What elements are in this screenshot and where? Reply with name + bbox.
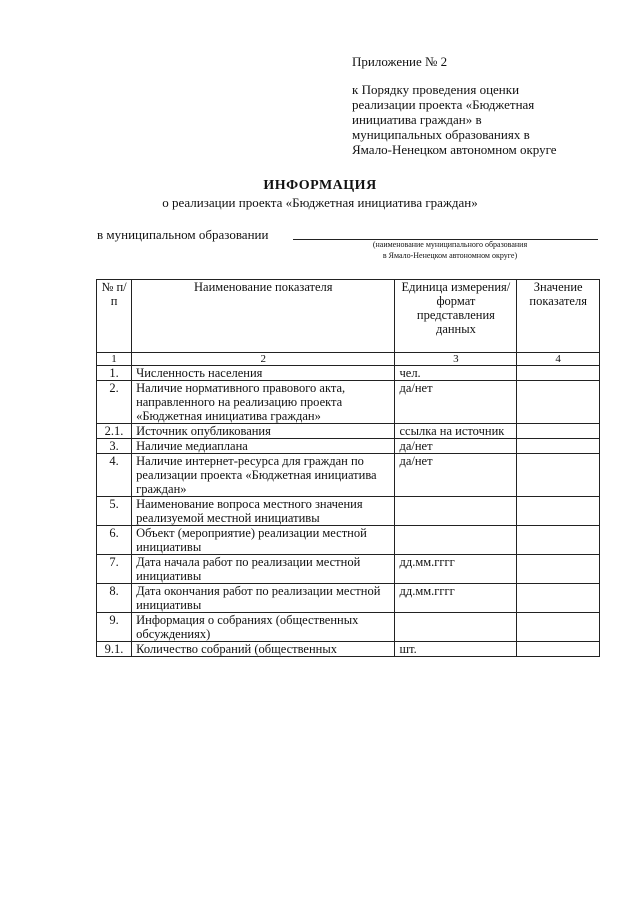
table-row [97, 381, 600, 424]
row-value [517, 526, 600, 555]
appendix-line: Ямало-Ненецком автономном округе [352, 142, 557, 157]
column-number: 1 [97, 353, 132, 366]
municipality-label: в муниципальном образовании [97, 227, 269, 242]
column-number: 2 [132, 353, 395, 366]
row-value [517, 642, 600, 657]
column-number: 4 [517, 353, 600, 366]
header-indicator: Наименование показателя [132, 280, 395, 353]
row-unit: да/нет [395, 381, 517, 424]
row-unit: дд.мм.гггг [395, 584, 517, 613]
row-number: 7. [97, 555, 132, 584]
table-row [97, 642, 600, 657]
row-number: 8. [97, 584, 132, 613]
row-number: 5. [97, 497, 132, 526]
row-number: 2.1. [97, 424, 132, 439]
row-unit: да/нет [395, 439, 517, 454]
table-row [97, 555, 600, 584]
appendix-line: инициатива граждан» в [352, 112, 482, 127]
row-value [517, 366, 600, 381]
header-unit: Единица измерения/ формат представления данных [395, 280, 517, 353]
row-unit: ссылка на источник [395, 424, 517, 439]
header-number: № п/п [97, 280, 132, 353]
document-subtitle: о реализации проекта «Бюджетная инициатива граждан» [162, 195, 478, 210]
row-value [517, 439, 600, 454]
table-header-row [97, 280, 600, 353]
row-number: 4. [97, 454, 132, 497]
table-row [97, 584, 600, 613]
row-number: 6. [97, 526, 132, 555]
appendix-line: реализации проекта «Бюджетная [352, 97, 535, 112]
table-row [97, 454, 600, 497]
header-value: Значение показателя [517, 280, 600, 353]
row-indicator: Объект (мероприятие) реализации местной инициативы [132, 526, 395, 555]
document-title: ИНФОРМАЦИЯ [263, 178, 377, 193]
appendix-line: муниципальных образованиях в [352, 127, 530, 142]
municipality-hint-line: (наименование муниципального образования [372, 240, 528, 249]
row-indicator: Информация о собраниях (общественных обсуждениях) [132, 613, 395, 642]
row-number: 1. [97, 366, 132, 381]
table-row [97, 424, 600, 439]
row-value [517, 613, 600, 642]
appendix-title: Приложение № 2 [352, 54, 448, 69]
row-value [517, 381, 600, 424]
row-indicator: Наличие интернет-ресурса для граждан по реализации проекта «Бюджетная инициатива граждан» [132, 454, 395, 497]
row-indicator: Дата окончания работ по реализации местной инициативы [132, 584, 395, 613]
municipality-hint-line: в Ямало-Ненецком автономном округе) [382, 251, 518, 260]
appendix-block [352, 54, 557, 157]
row-value [517, 555, 600, 584]
table-row [97, 526, 600, 555]
row-value [517, 497, 600, 526]
row-number: 9.1. [97, 642, 132, 657]
info-table [96, 279, 600, 657]
column-number: 3 [395, 353, 517, 366]
column-number-row [97, 353, 600, 366]
row-number: 9. [97, 613, 132, 642]
municipality-hint [300, 239, 600, 261]
row-unit: дд.мм.гггг [395, 555, 517, 584]
row-indicator: Численность населения [132, 366, 395, 381]
table-row [97, 366, 600, 381]
row-indicator: Наличие нормативного правового акта, направленного на реализацию проекта «Бюджетная инициатива граждан» [132, 381, 395, 424]
row-value [517, 584, 600, 613]
row-number: 3. [97, 439, 132, 454]
row-indicator: Наименование вопроса местного значения реализуемой местной инициативы [132, 497, 395, 526]
appendix-line: к Порядку проведения оценки [352, 82, 520, 97]
table-row [97, 613, 600, 642]
row-unit: да/нет [395, 454, 517, 497]
row-value [517, 454, 600, 497]
table-row [97, 497, 600, 526]
row-indicator: Дата начала работ по реализации местной инициативы [132, 555, 395, 584]
row-unit: шт. [395, 642, 517, 657]
row-indicator: Количество собраний (общественных [132, 642, 395, 657]
row-number: 2. [97, 381, 132, 424]
row-unit [395, 526, 517, 555]
row-indicator: Источник опубликования [132, 424, 395, 439]
row-unit [395, 613, 517, 642]
row-indicator: Наличие медиаплана [132, 439, 395, 454]
table-row [97, 439, 600, 454]
row-unit: чел. [395, 366, 517, 381]
row-value [517, 424, 600, 439]
row-unit [395, 497, 517, 526]
